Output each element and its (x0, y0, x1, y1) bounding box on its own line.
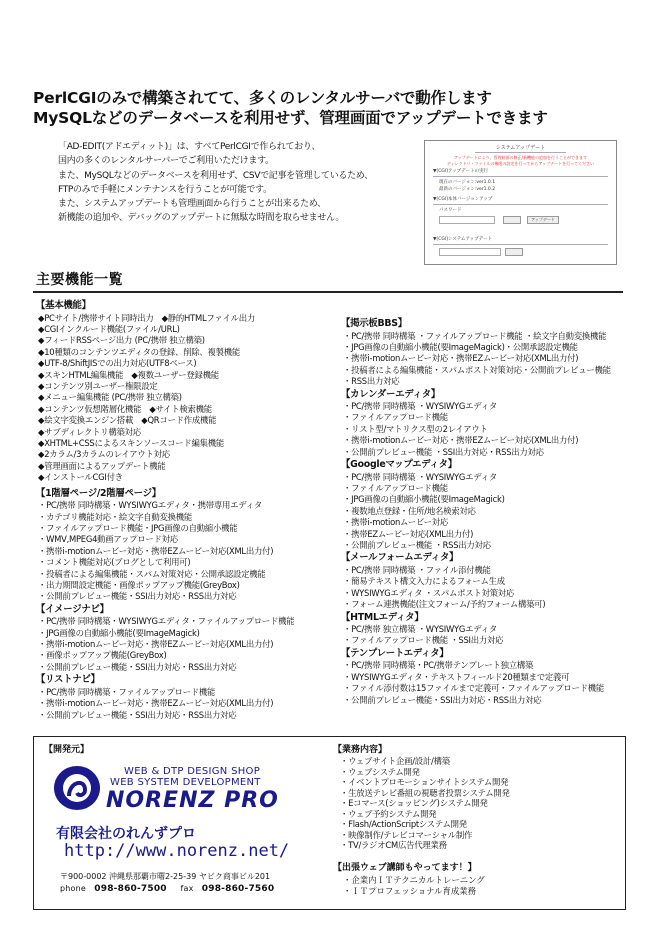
feature-item: ◆スキンHTML編集機能 ◆複数ユーザー登録機能 (38, 369, 219, 380)
screenshot-section: ▼[CGI]システムアップデート (433, 237, 493, 242)
update-button[interactable]: アップデート (527, 216, 559, 224)
feature-item: ・公開前プレビュー機能・SSI出力対応・RSS出力対応 (38, 709, 237, 720)
phone-number: 098-860-7500 (94, 884, 167, 894)
feature-item: ・PC/携帯 同時構築 ・ファイルアップロード機能 ・絵文字自動変換機能 (343, 330, 607, 341)
feature-item: ・WMV,MPEG4動画アップロード対応 (38, 534, 178, 545)
features-rule (33, 291, 623, 293)
feature-item: ・ファイルアップロード機能・JPG画像の自動縮小機能 (38, 522, 238, 533)
feature-item: ・PC/携帯 同時構築 ・WYSIWYGエディタ (343, 401, 497, 412)
developer-title: 【開発元】 (44, 745, 90, 755)
feature-item: ◆絵文字変換エンジン搭載 ◆QRコード作成機能 (38, 415, 217, 426)
features-left-column (36, 299, 294, 721)
feature-item: ・PC/携帯 同時構築・WYSIWYGエディタ・ファイルアップロード機能 (38, 616, 295, 627)
feature-item: ・JPG画像の自動縮小機能(要ImageMagick) (38, 627, 200, 638)
feature-item: ◆PCサイト/携帯サイト同時出力 ◆静的HTMLファイル出力 (38, 312, 255, 323)
business-item: ・TV/ラジオCM広告代理業務 (340, 840, 447, 850)
intro-line: FTPのみで手軽にメンテナンスを行うことが可能です。 (58, 184, 272, 195)
feature-item: ・携帯i-motionムービー対応 (343, 517, 449, 528)
feature-item: ・ファイル添付数は15ファイルまで定義可・ファイルアップロード機能 (343, 683, 604, 694)
divider (433, 204, 608, 205)
feature-item: ・JPG画像の自動縮小機能(要ImageMagick)・公開承認設定機能 (343, 341, 578, 352)
section-heading: 【テンプレートエディタ】 (341, 647, 449, 659)
company-name: 有限会社のれんずプロ (56, 826, 196, 842)
system-button[interactable] (505, 248, 523, 256)
feature-item: ◆インストールCGI付き (38, 472, 123, 483)
feature-item: ・画像ポップアップ機能(GreyBox) (38, 650, 167, 661)
screenshot-section: ▼[CGI]本体バージョンアップ (433, 197, 493, 202)
feature-item: ・WYSIWYGエディタ ・スパムポスト対策対応 (343, 587, 515, 598)
section-heading: 【1階層ページ/2階層ページ】 (36, 487, 161, 499)
business-item: ・映像制作/テレビコマーシャル制作 (340, 829, 473, 840)
feature-item: ・公開前プレビュー機能・SSI出力対応・RSS出力対応 (343, 694, 542, 705)
feature-item: ・携帯i-motionムービー対応・携帯EZムービー対応(XML出力付) (38, 545, 274, 556)
intro-text (58, 140, 373, 226)
feature-item: ◆コンテンツ仮想階層化機能 ◆サイト検索機能 (38, 403, 212, 414)
feature-item: ・公開前プレビュー機能 ・RSS出力対応 (343, 540, 491, 550)
feature-item: ◆フィードRSSページ出力 (PC/携帯 独立構築) (38, 335, 205, 346)
feature-item: ◆2カラム/3カラムのレイアウト対応 (38, 449, 170, 460)
feature-item: ◆メニュー編集機能 (PC/携帯 独立構築) (38, 392, 182, 403)
divider (433, 244, 608, 245)
feature-item: ・コメント機能対応(ブログとして利用可) (38, 557, 191, 568)
feature-item: ◆10種類のコンテンツエディタの登録、削除、複製機能 (38, 346, 240, 357)
intro-line: 「AD-EDIT(アドエディット)」は、すべてPerlCGIで作られており、 (58, 142, 321, 152)
feature-item: ・出力期間設定機能・画像ポップアップ機能(GreyBox) (38, 579, 240, 590)
feature-item: ・携帯i-motionムービー対応・携帯EZムービー対応(XML出力付) (38, 698, 274, 709)
section-heading: 【掲示板BBS】 (341, 318, 407, 329)
feature-item: ・公開前プレビュー機能・SSI出力対応・RSS出力対応 (38, 591, 237, 602)
lecturer-list (343, 875, 485, 896)
norenz-logo-icon (52, 764, 102, 812)
feature-item: ・PC/携帯 同時構築・PC/携帯テンプレート独立構築 (343, 660, 534, 671)
system-input[interactable] (439, 248, 501, 256)
screenshot-notice: ディレクトリ・ファイルの権限の設定を行ってからアップデートを行ってください (446, 161, 595, 166)
feature-item: ・複数地点登録・住所/地名検索対応 (343, 505, 476, 516)
divider (433, 176, 608, 177)
business-item: ・ウェブサイト企画/設計/構築 (340, 756, 450, 766)
feature-item: ・JPG画像の自動縮小機能(要ImageMagick) (343, 494, 505, 505)
feature-item: ・公開前プレビュー機能 ・SSI出力対応・RSS出力対応 (343, 446, 544, 457)
features-right-column (341, 317, 611, 706)
section-heading: 【リストナビ】 (36, 674, 100, 686)
business-list (340, 756, 510, 851)
feature-item: ・RSS出力対応 (343, 376, 400, 387)
feature-item: ・リスト型/マトリクス型の2レイアウト (343, 423, 488, 434)
company-contact (60, 884, 274, 894)
feature-item: ・投稿者による編集機能・スパムポスト対策対応・公開前プレビュー機能 (343, 364, 611, 375)
business-item: ・Eコマース(ショッピング)システム開発 (340, 798, 488, 808)
feature-item: ・ファイルアップロード機能 (343, 482, 448, 493)
section-heading: 【メールフォームエディタ】 (341, 552, 459, 564)
intro-line: 新機能の追加や、デバッグのアップデートに無駄な時間を取らせません。 (58, 213, 345, 224)
features-title: 主要機能一覧 (36, 272, 123, 288)
feature-item: ・フォーム連携機能(注文フォーム/予約フォーム構築可) (343, 599, 546, 610)
business-item: ・ウェブシステム開発 (340, 766, 420, 777)
screenshot-version: 現在のバージョン:ver1.0.1 (439, 180, 496, 185)
business-title: 【業務内容】 (333, 745, 388, 755)
screenshot-title: システムアップデート (495, 145, 546, 151)
feature-item: ・簡易テキスト構文入力によるフォーム生成 (343, 576, 505, 587)
headline-line-1: PerlCGIのみで構築されてて、多くのレンタルサーバで動作します (33, 89, 492, 107)
screenshot-section: ▼[CGI]アップデートの実行 (433, 169, 489, 174)
ok-button[interactable] (503, 216, 521, 224)
feature-item: ◆サブディレクトリ構築対応 (38, 426, 141, 437)
company-url[interactable]: http://www.norenz.net/ (64, 841, 290, 861)
business-item: ・イベントプロモーションサイトシステム開発 (340, 777, 509, 787)
phone-label: phone (60, 884, 87, 893)
feature-item: ◆管理画面によるアップデート機能 (38, 460, 166, 471)
feature-item: ◆CGIインクルード機能(ファイル/URL) (38, 323, 180, 334)
feature-item: ・WYSIWYGエディタ・テキストフィールド20種類まで定義可 (343, 671, 570, 682)
section-heading: 【イメージナビ】 (36, 603, 109, 615)
feature-item: ・投稿者による編集機能・スパム対策対応・公開承認設定機能 (38, 568, 266, 579)
intro-line: また、MySQLなどのデータベースを利用せず、CSVで記事を管理しているため、 (58, 170, 373, 181)
feature-item: ・カテゴリ機能対応・絵文字自動変換機能 (38, 511, 193, 522)
intro-line: 国内の多くのレンタルサーバーでご利用いただけます。 (58, 156, 274, 167)
screenshot-version: 最新のバージョン:ver1.0.2 (439, 187, 496, 192)
feature-item: ・携帯i-motionムービー対応・携帯EZムービー対応(XML出力付) (343, 353, 579, 364)
feature-item: ・PC/携帯 独立構築 ・WYSIWYGエディタ (343, 624, 497, 635)
screenshot-notice: アップデートにより、管理画面の修正/新機能の追加を行うことができます (453, 155, 588, 160)
feature-item: ・ファイルアップロード機能 (343, 412, 448, 423)
password-input[interactable] (439, 216, 495, 224)
lecturer-item: ・ＩＴプロフェッショナル育成業務 (343, 885, 476, 896)
lecturer-item: ・企業内ＩＴテクニカルトレーニング (343, 875, 485, 885)
business-item: ・ウェブ予約システム開発 (340, 808, 437, 819)
business-item: ・Flash/ActionScriptシステム開発 (340, 819, 467, 829)
feature-item: ・公開前プレビュー機能・SSI出力対応・RSS出力対応 (38, 661, 237, 672)
feature-item: ・PC/携帯 同時構築・ファイルアップロード機能 (38, 686, 216, 697)
logo-brand: NORENZ PRO (106, 788, 279, 813)
section-heading: 【カレンダーエディタ】 (341, 388, 441, 400)
business-item: ・生放送テレビ番組の視聴者投票システム開発 (340, 787, 510, 798)
section-heading: 【基本機能】 (36, 300, 91, 311)
logo-tagline-1: WEB & DTP DESIGN SHOP (124, 766, 261, 777)
headline-line-2: MySQLなどのデータベースを利用せず、管理画面でアップデートできます (33, 109, 548, 127)
admin-screenshot (424, 140, 617, 265)
feature-item: ◆コンテンツ別ユーザー権限設定 (38, 380, 158, 391)
feature-item: ◆UTF-8/ShiftJISでの出力対応(UTF8ベース) (38, 358, 197, 369)
section-heading: 【Googleマップエディタ】 (341, 459, 457, 471)
fax-label: fax (180, 884, 194, 893)
logo-tagline-2: WEB SYSTEM DEVELOPMENT (110, 777, 261, 788)
feature-item: ・携帯i-motionムービー対応・携帯EZムービー対応(XML出力付) (343, 435, 579, 446)
company-address: 〒900-0002 沖縄県那覇市曙2-25-39 ヤビク商事ビル201 (60, 872, 271, 881)
feature-item: ◆XHTML+CSSによるスキンソースコード編集機能 (38, 437, 224, 448)
feature-item: ・携帯i-motionムービー対応・携帯EZムービー対応(XML出力付) (38, 639, 274, 650)
divider (475, 152, 566, 153)
lecturer-title: 【出張ウェブ講師もやってます！】 (333, 863, 477, 873)
section-heading: 【HTMLエディタ】 (341, 611, 424, 623)
fax-number: 098-860-7560 (201, 884, 275, 894)
feature-item: ・PC/携帯 同時構築 ・WYSIWYGエディタ (343, 471, 497, 482)
screenshot-pass-label: パスワード (439, 208, 462, 213)
intro-line: また、システムアップデートも管理画面から行うことが出来るため、 (58, 199, 326, 210)
feature-item: ・ファイルアップロード機能 ・SSI出力対応 (343, 635, 504, 646)
feature-item: ・携帯EZムービー対応(XML出力付) (343, 528, 474, 539)
feature-item: ・PC/携帯 同時構築・WYSIWYGエディタ・携帯専用エディタ (38, 500, 262, 511)
feature-item: ・PC/携帯 同時構築 ・ファイル添付機能 (343, 564, 491, 575)
